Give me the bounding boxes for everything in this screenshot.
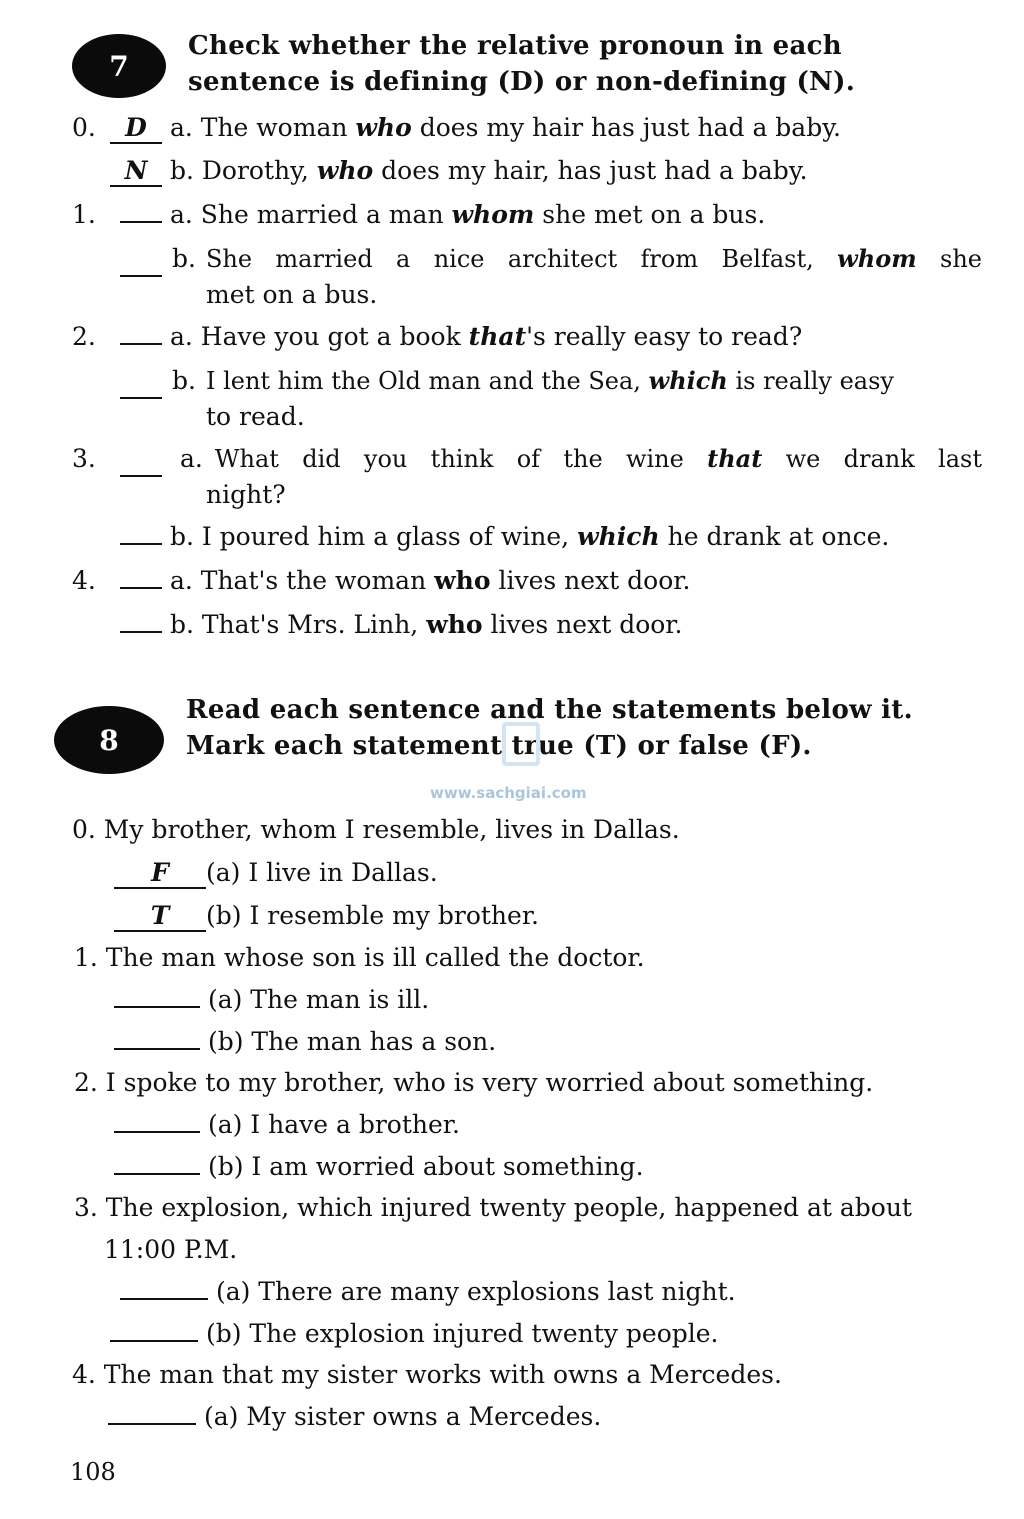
sentence-text-pre: What did you think of the wine <box>214 445 708 473</box>
exercise-7-number: 7 <box>109 49 129 83</box>
answer-blank[interactable] <box>114 1173 200 1175</box>
answer-blank[interactable] <box>120 343 162 345</box>
answer-blank[interactable] <box>120 587 162 589</box>
answer-blank[interactable] <box>120 221 162 223</box>
item-letter: a. <box>169 113 193 142</box>
ex8-item-3-a <box>120 1274 736 1310</box>
exercise-7-badge <box>72 34 166 98</box>
sentence-text-post: is really easy <box>727 367 894 395</box>
watermark-url: www.sachgiai.com <box>430 784 587 802</box>
ex8-item-1-b <box>114 1024 496 1060</box>
answer-blank[interactable] <box>120 241 162 277</box>
ex7-item-2-b <box>120 363 982 399</box>
exercise-8-badge <box>54 706 164 774</box>
statement-text: (a) The man is ill. <box>207 985 430 1014</box>
sentence-text: does my hair, has just had a baby. <box>373 156 808 185</box>
ex8-item-0-a <box>114 855 438 891</box>
ex7-item-3-a <box>72 441 982 477</box>
sentence-text: lives next door. <box>482 610 683 639</box>
watermark-logo-icon <box>502 722 540 766</box>
sentence-text-post: she <box>916 245 983 273</box>
ex7-item-1-a <box>72 197 765 233</box>
relative-pronoun: that <box>707 444 763 473</box>
ex7-item-3-b <box>120 519 889 555</box>
sentence-text: The woman <box>200 113 356 142</box>
ex7-item-0-b <box>110 153 808 189</box>
ex7-item-1-b-continued: met on a bus. <box>206 280 378 309</box>
sentence-text: I poured him a glass of wine, <box>201 522 578 551</box>
answer-blank[interactable] <box>114 1131 200 1133</box>
statement-text: (a) My sister owns a Mercedes. <box>203 1402 602 1431</box>
relative-pronoun: that <box>468 322 527 351</box>
ex8-item-4-a <box>108 1399 601 1435</box>
ex8-item-3-sentence-continued: 11:00 P.M. <box>104 1235 238 1264</box>
statement-text: (b) I am worried about something. <box>207 1152 644 1181</box>
ex8-item-1-a <box>114 982 429 1018</box>
page-number: 108 <box>70 1458 116 1486</box>
ex7-item-4-a <box>72 563 690 599</box>
ex8-item-2-a <box>114 1107 460 1143</box>
ex7-item-0-a <box>72 110 841 146</box>
answer-blank[interactable] <box>120 1298 208 1300</box>
exercise-8-title-line2: Mark each statement true (T) or false (F). <box>186 731 812 761</box>
ex8-item-2-b <box>114 1149 644 1185</box>
relative-pronoun: who <box>355 113 412 142</box>
sentence-text: lives next door. <box>490 566 691 595</box>
item-letter: a. <box>169 200 193 229</box>
item-letter: a. <box>169 322 193 351</box>
exercise-7-title-line2: sentence is defining (D) or non-defining (N). <box>188 67 856 97</box>
exercise-8-title-line1: Read each sentence and the statements below it. <box>186 695 913 725</box>
exercise-7-title <box>188 28 855 100</box>
item-letter: b. <box>169 522 194 551</box>
answer-blank[interactable] <box>120 631 162 633</box>
statement-text: (a) I have a brother. <box>207 1110 460 1139</box>
ex8-item-2-sentence: 2. I spoke to my brother, who is very worried about something. <box>74 1068 874 1097</box>
item-letter: b. <box>169 156 194 185</box>
item-letter: a. <box>169 566 193 595</box>
relative-pronoun: who <box>316 156 374 185</box>
ex7-item-4-b <box>120 607 682 643</box>
relative-pronoun: which <box>577 522 660 551</box>
sentence-text: she met on a bus. <box>534 200 766 229</box>
sentence-text-pre: I lent him the Old man and the Sea, <box>205 367 649 395</box>
exercise-7-title-line1: Check whether the relative pronoun in each <box>188 31 843 61</box>
sentence-text-pre: She married a nice architect from Belfast, <box>205 245 838 273</box>
answer-blank[interactable]: T <box>114 902 206 932</box>
relative-pronoun: whom <box>451 200 535 229</box>
item-letter: b. <box>172 366 196 395</box>
relative-pronoun: whom <box>837 244 917 273</box>
statement-text: (a) I live in Dallas. <box>206 858 438 887</box>
answer-blank[interactable]: N <box>110 157 162 187</box>
answer-blank[interactable]: F <box>114 859 206 889</box>
item-letter: a. <box>180 444 203 473</box>
relative-pronoun: which <box>648 366 728 395</box>
ex8-item-0-b <box>114 898 539 934</box>
statement-text: (a) There are many explosions last night. <box>215 1277 736 1306</box>
answer-blank[interactable] <box>120 543 162 545</box>
ex7-item-2-a <box>72 319 802 355</box>
sentence-text <box>206 241 982 277</box>
ex7-item-1-b <box>120 241 982 277</box>
answer-blank[interactable] <box>120 363 162 399</box>
statement-text: (b) I resemble my brother. <box>206 901 539 930</box>
item-number: 3. <box>72 444 96 473</box>
answer-blank[interactable] <box>120 441 162 477</box>
answer-blank[interactable] <box>114 1048 200 1050</box>
ex8-item-3-b <box>110 1316 719 1352</box>
item-number: 4. <box>72 566 96 595</box>
answer-blank[interactable] <box>110 1340 198 1342</box>
sentence-text: does my hair has just had a baby. <box>411 113 841 142</box>
sentence-text: That's the woman <box>200 566 435 595</box>
item-letter: b. <box>172 244 196 273</box>
watermark <box>410 718 620 802</box>
exercise-8-number: 8 <box>99 723 119 757</box>
sentence-text <box>206 363 982 399</box>
item-number: 0. <box>72 113 96 142</box>
ex7-item-3-a-continued: night? <box>206 480 286 509</box>
relative-pronoun: who <box>434 566 491 595</box>
answer-blank[interactable] <box>108 1423 196 1425</box>
ex8-item-1-sentence: 1. The man whose son is ill called the doctor. <box>74 943 645 972</box>
item-number: 2. <box>72 322 96 351</box>
sentence-text: Dorothy, <box>201 156 317 185</box>
item-number: 1. <box>72 200 96 229</box>
sentence-text: That's Mrs. Linh, <box>201 610 427 639</box>
answer-blank[interactable] <box>114 1006 200 1008</box>
statement-text: (b) The man has a son. <box>207 1027 497 1056</box>
sentence-text: he drank at once. <box>659 522 890 551</box>
ex8-item-3-sentence: 3. The explosion, which injured twenty people, happened at about <box>74 1193 912 1222</box>
ex7-item-2-b-continued: to read. <box>206 402 305 431</box>
sentence-text-post: we drank last <box>762 445 982 473</box>
item-letter: b. <box>169 610 194 639</box>
sentence-text <box>215 441 982 477</box>
relative-pronoun: who <box>426 610 483 639</box>
statement-text: (b) The explosion injured twenty people. <box>205 1319 719 1348</box>
sentence-text: Have you got a book <box>200 322 469 351</box>
answer-blank[interactable]: D <box>110 114 162 144</box>
sentence-text: She married a man <box>200 200 452 229</box>
ex8-item-0-sentence: 0. My brother, whom I resemble, lives in Dallas. <box>72 815 680 844</box>
ex8-item-4-sentence: 4. The man that my sister works with owns a Mercedes. <box>72 1360 782 1389</box>
sentence-text: 's really easy to read? <box>526 322 803 351</box>
